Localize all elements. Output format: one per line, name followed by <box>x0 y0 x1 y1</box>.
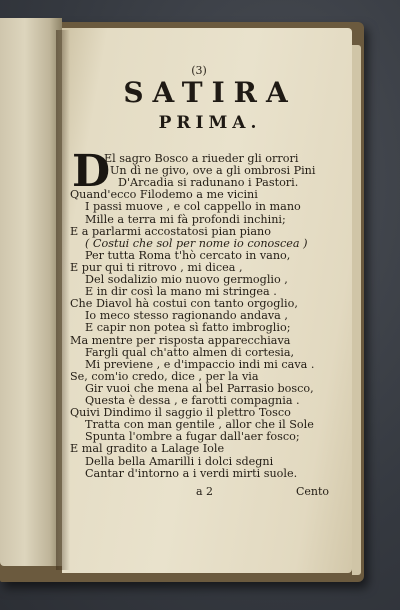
drop-cap: D <box>72 146 111 197</box>
catchword: Cento <box>296 485 330 498</box>
page-edges <box>352 45 361 575</box>
page-number: (3) <box>191 64 207 77</box>
verse-line: E mal gradito a Lalage Iole <box>70 442 225 456</box>
verse-line: Quand'ecco Filodemo a me vicini <box>70 188 258 202</box>
verse-line: Io meco stesso ragionando andava , <box>85 309 288 323</box>
verse-line: Ma mentre per risposta apparecchiava <box>70 333 291 347</box>
verse-line: Spunta l'ombre a fugar dall'aer fosco; <box>85 430 300 444</box>
verse-line: Mille a terra mi fà profondi inchini; <box>85 212 286 226</box>
verse-line: ( Costui che sol per nome io conoscea ) <box>85 236 308 250</box>
page-title: SATIRA <box>123 76 297 109</box>
verse-line: El sagro Bosco a riueder gli orrori <box>104 152 299 165</box>
signature-mark: a 2 <box>196 485 214 498</box>
verse-line: Se, com'io credo, dice , per la via <box>70 369 259 383</box>
verse-line: Cantar d'intorno a i verdi mirti suole. <box>85 466 298 480</box>
verse-line: E a parlarmi accostatosi pian piano <box>70 224 271 238</box>
page-subtitle: PRIMA. <box>158 113 262 133</box>
verse-line: Che Diavol hà costui con tanto orgoglio, <box>70 297 298 311</box>
verse-line: D'Arcadia si radunano i Pastori. <box>118 176 299 190</box>
verse-line: E capir non potea sì fatto imbroglio; <box>85 321 291 335</box>
verse-line: Del sodalizio mio nuovo germoglio , <box>85 273 288 286</box>
verse-line: Gir vuoi che mena al bel Parrasio bosco, <box>85 381 314 395</box>
verse-line: Questa è dessa , e farotti compagnia . <box>85 394 300 407</box>
verse-line: I passi muove , e col cappello in mano <box>85 200 301 214</box>
page-gutter <box>56 30 70 570</box>
verse-line: Mi previene , e d'impaccio indi mi cava . <box>85 357 315 371</box>
verse-line: Un dì ne givo, ove a gli ombrosi Pini <box>110 164 316 178</box>
verse-line: Fargli qual ch'atto almen di cortesia, <box>85 345 295 359</box>
verse-line: Della bella Amarilli i dolci sdegni <box>85 454 274 468</box>
verse-line: Quivi Dindimo il saggio il plettro Tosco <box>70 406 291 420</box>
verse-line: Tratta con man gentile , allor che il Sole <box>85 418 314 432</box>
verse-line: Per tutta Roma t'hò cercato in vano, <box>85 248 291 262</box>
left-page <box>0 18 62 566</box>
verse-line: E in dir così la mano mi stringea . <box>85 285 277 299</box>
verse-line: E pur qui ti ritrovo , mi dicea , <box>70 260 243 274</box>
